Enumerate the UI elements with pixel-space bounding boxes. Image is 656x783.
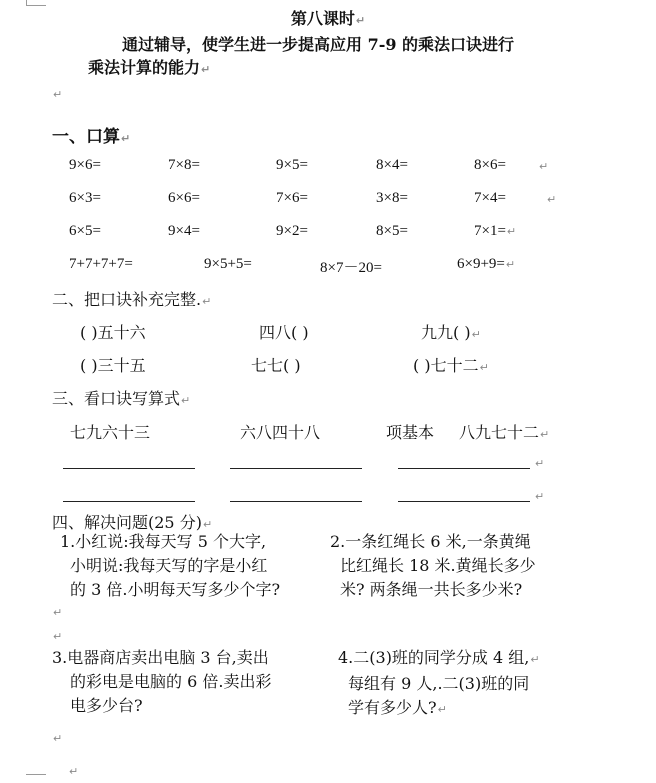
fill-blank-item: 七七( ) [251,356,301,375]
rhyme-item: 项基本 [386,423,435,442]
answer-line [398,468,530,469]
problem-1: 1.小红说:我每天写 5 个大字, 小明说:我每天写的字是小红 的 3 倍.小明每天写多少个字? [60,532,281,599]
problem-4: 4.二(3)班的同学分成 4 组,↵ 每组有 9 人,.二(3)班的同 学有多少人?↵ [338,648,540,717]
paragraph-mark: ↵ [535,457,545,470]
answer-line [63,468,195,469]
calc-cell: 6×5= [69,223,101,239]
calc-cell: 8×7－20= [320,260,382,276]
section1-heading: 一、口算↵ [52,127,131,147]
calc-cell: 8×6= [474,157,506,173]
fill-blank-item: ( )五十六 [80,323,146,342]
answer-line [63,501,195,502]
calc-cell: 7×6= [276,190,308,206]
calc-cell: 8×4= [376,157,408,173]
section2-heading: 二、把口诀补充完整.↵ [52,290,212,309]
calc-cell: 7×8= [168,157,200,173]
calc-cell: 6×3= [69,190,101,206]
fill-blank-item: 九九( )↵ [421,323,481,342]
crop-mark-bottom [26,774,46,775]
paragraph-mark: ↵ [69,765,79,778]
paragraph-mark: ↵ [535,490,545,503]
calc-cell: 9×4= [168,223,200,239]
paragraph-mark: ↵ [539,160,549,173]
intro-line-2: 乘法计算的能力↵ [88,58,211,77]
calc-cell: 6×6= [168,190,200,206]
problem-3: 3.电器商店卖出电脑 3 台,卖出 的彩电是电脑的 6 倍.卖出彩 电多少台? [52,648,272,715]
calc-cell: 9×6= [69,157,101,173]
answer-line [230,468,362,469]
section3-heading: 三、看口诀写算式↵ [52,389,191,408]
calc-cell: 7×1=↵ [474,223,517,239]
answer-line [230,501,362,502]
answer-line [398,501,530,502]
fill-blank-item: ( )三十五 [80,356,146,375]
rhyme-item: 八九七十二↵ [459,423,550,442]
paragraph-mark: ↵ [53,88,63,101]
calc-cell: 3×8= [376,190,408,206]
calc-cell: 6×9+9=↵ [457,256,516,272]
paragraph-mark: ↵ [53,732,63,745]
calc-cell: 9×5= [276,157,308,173]
calc-cell: 8×5= [376,223,408,239]
paragraph-mark: ↵ [547,193,557,206]
page-title: 第八课时↵ [290,9,366,28]
rhyme-item: 七九六十三 [70,423,151,442]
rhyme-item: 六八四十八 [240,423,321,442]
calc-cell: 7×4= [474,190,506,206]
calc-cell: 9×2= [276,223,308,239]
calc-cell: 7+7+7+7= [69,256,133,272]
paragraph-mark: ↵ [53,630,63,643]
fill-blank-item: ( )七十二↵ [413,356,489,375]
intro-line-1: 通过辅导，使学生进一步提高应用 7-9 的乘法口诀进行 [122,35,515,54]
paragraph-mark: ↵ [53,606,63,619]
calc-cell: 9×5+5= [204,256,252,272]
section4-heading: 四、解决问题(25 分)↵ [52,513,213,532]
fill-blank-item: 四八( ) [259,323,309,342]
problem-2: 2.一条红绳长 6 米,一条黄绳 比红绳长 18 米.黄绳长多少 米? 两条绳一共长多少米? [330,532,536,599]
